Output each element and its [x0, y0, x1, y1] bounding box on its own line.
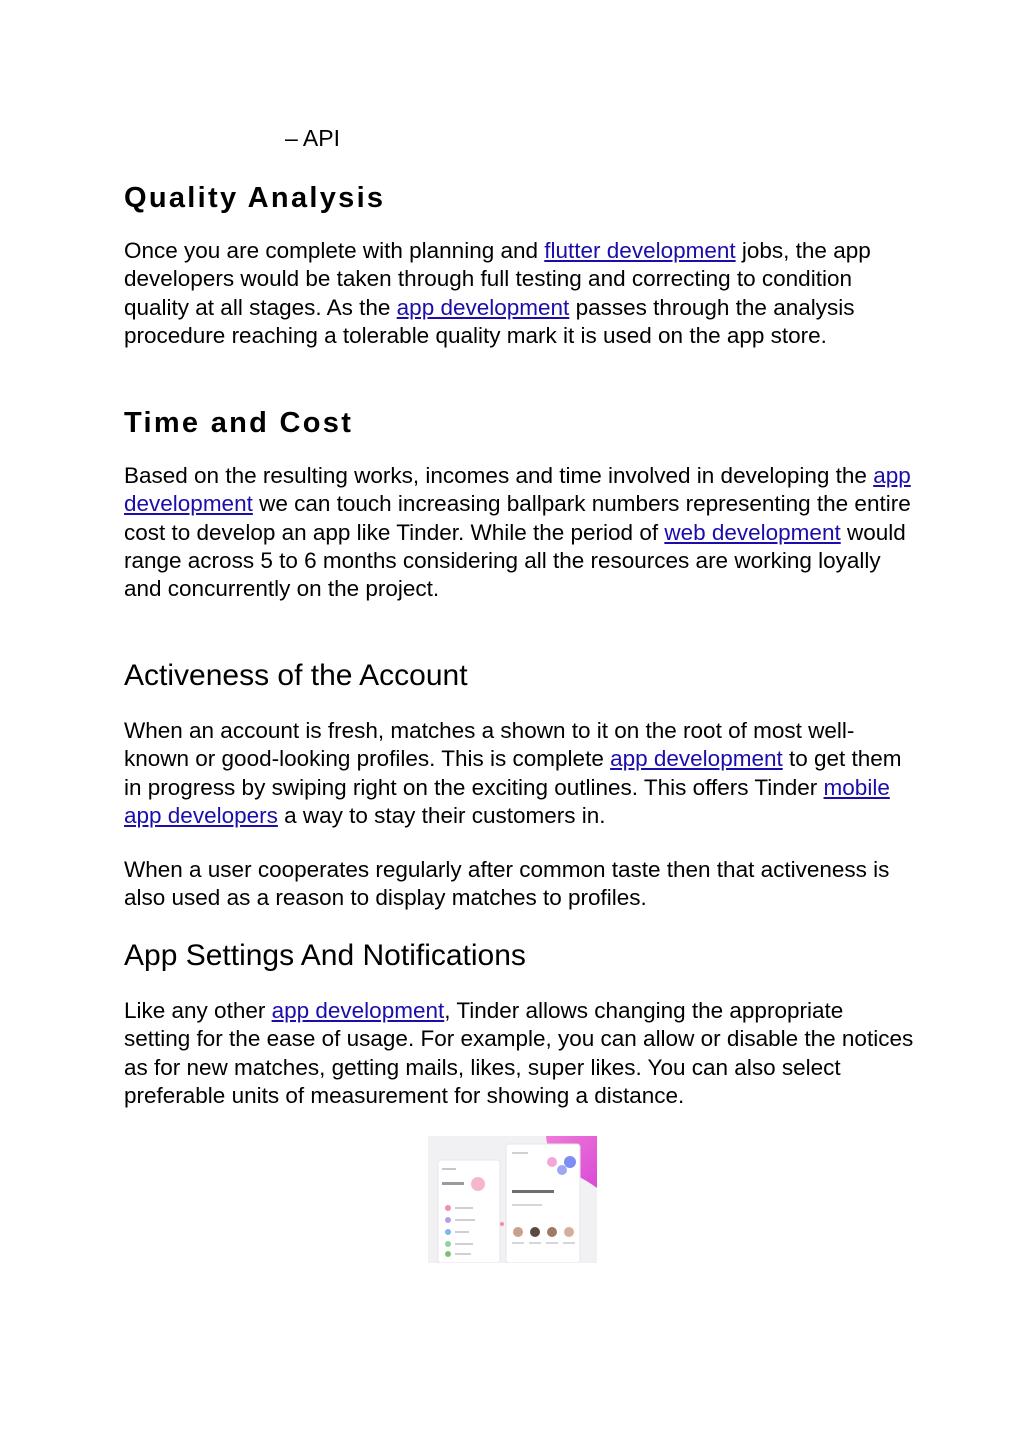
link-flutter-development[interactable]: flutter development — [544, 238, 736, 263]
text-run: Like any other — [124, 998, 272, 1023]
link-app-development[interactable]: app development — [396, 294, 570, 320]
link-app-development[interactable]: app development — [610, 746, 783, 772]
paragraph-app-settings — [124, 997, 914, 1110]
app-screens-illustration — [428, 1136, 597, 1263]
link-app-development[interactable]: app development — [124, 463, 911, 517]
app-screens-image — [428, 1136, 597, 1263]
text-run: passes through the analysis procedure reaching a tolerable quality mark it is used on the app store. — [124, 294, 855, 348]
heading-app-settings-notifications: App Settings And Notifications — [124, 939, 526, 972]
text-run: a way to stay their customers in. — [277, 802, 606, 828]
paragraph-time-and-cost — [124, 462, 914, 603]
text-run: Once you are complete with planning and — [124, 238, 545, 263]
text-run: we can touch increasing ballpark numbers representing the entire cost to develop an app like Tinder. While the period of — [124, 491, 911, 545]
heading-quality-analysis: Quality Analysis — [124, 182, 386, 214]
link-mobile-app-developers[interactable]: mobile app developers — [124, 774, 890, 828]
text-run: , Tinder allows changing the appropriate setting for the ease of usage. For example, you can allow or disable the notices as for new matches, getting mails, likes, super likes. You can also select preferable units of measurement for showing a distance. — [124, 998, 914, 1108]
link-web-development[interactable]: web development — [664, 519, 841, 545]
text-run: would range across 5 to 6 months considering all the resources are working loyally and concurrently on the project. — [124, 519, 906, 602]
text-run: jobs, the app developers would be taken through full testing and correcting to condition quality at all stages. As the — [124, 238, 871, 320]
paragraph-activeness-2: When a user cooperates regularly after common taste then that activeness is also used as a reason to display matches to profiles. — [124, 857, 890, 911]
text-run: Based on the resulting works, incomes and time involved in developing the — [124, 463, 874, 488]
heading-time-and-cost: Time and Cost — [124, 407, 354, 439]
api-list-item: – API — [285, 125, 340, 151]
link-app-development[interactable]: app development — [271, 998, 445, 1023]
text-run: When an account is fresh, matches a shown to it on the root of most well-known or good-looking profiles. This is complete — [124, 718, 855, 772]
paragraph-activeness-1 — [124, 717, 914, 830]
paragraph-quality-analysis — [124, 237, 914, 350]
heading-activeness-of-account: Activeness of the Account — [124, 659, 468, 692]
text-run: to get them in progress by swiping right on the exciting outlines. This offers Tinder — [124, 746, 902, 800]
